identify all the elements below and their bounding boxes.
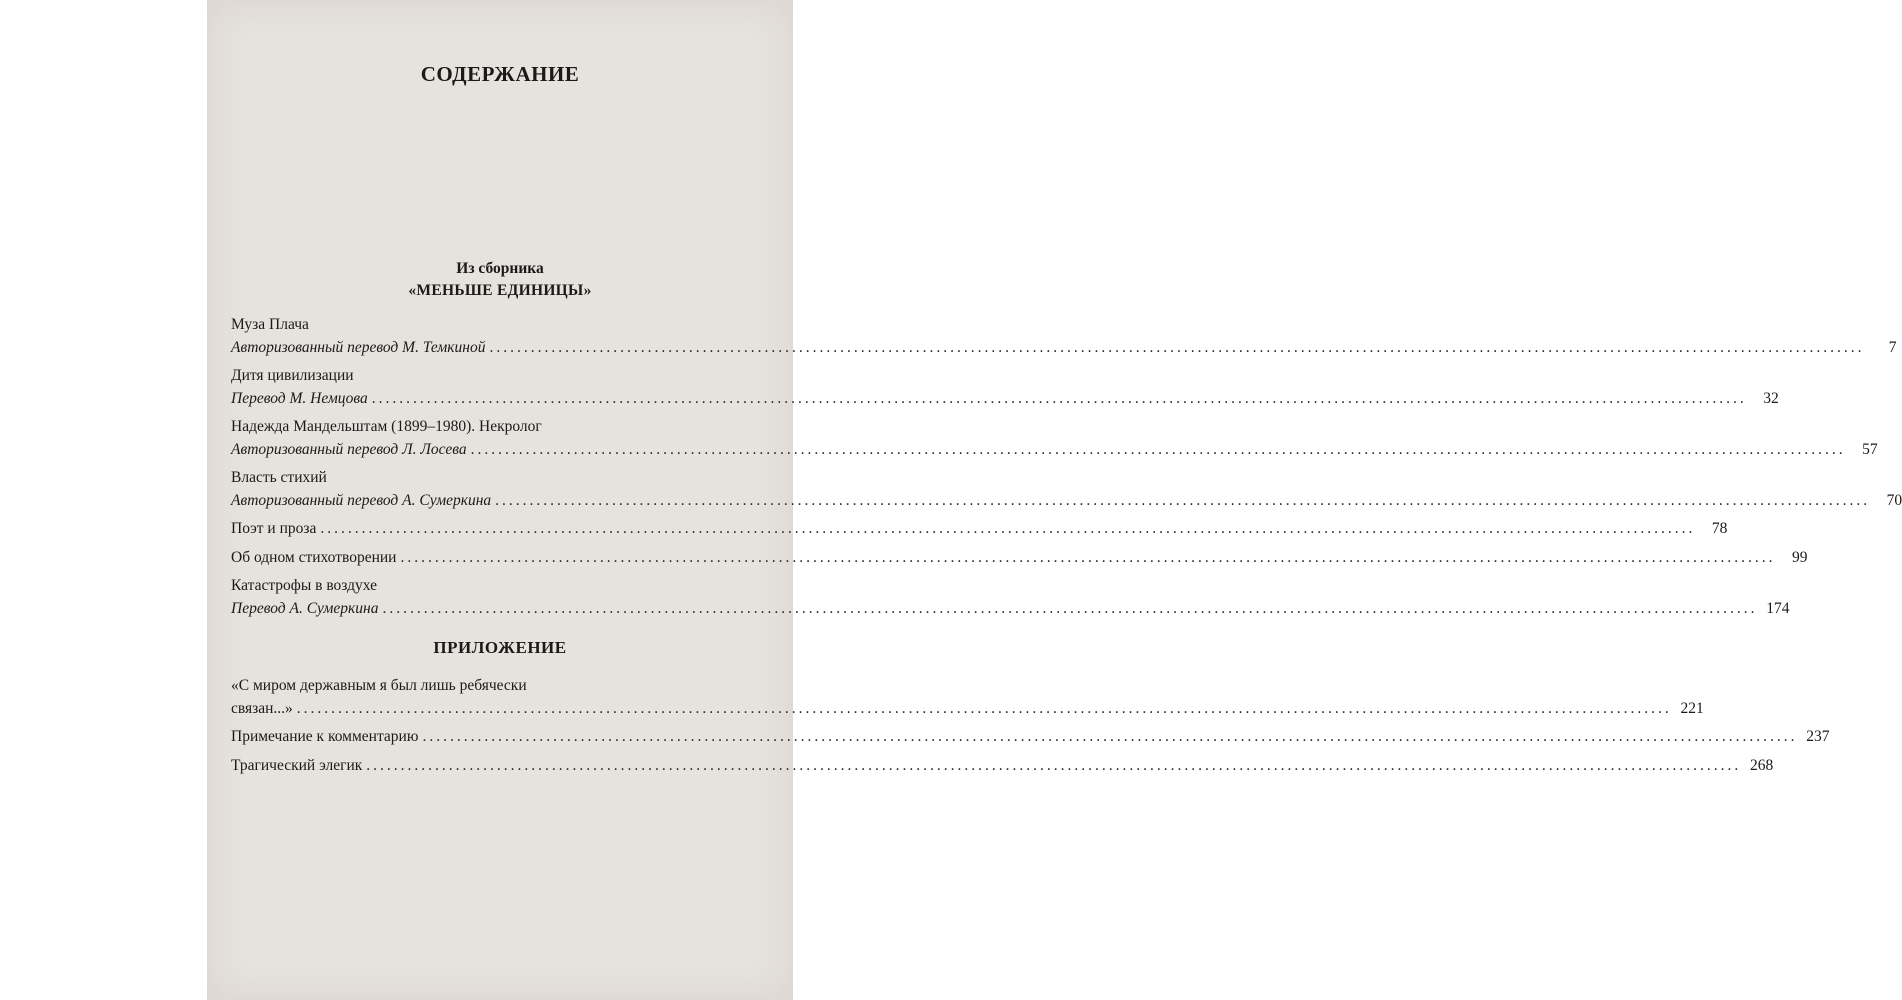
page-number: 174 bbox=[1766, 599, 1790, 617]
page-number: 32 bbox=[1763, 389, 1779, 407]
toc-entry bbox=[231, 755, 1774, 778]
entry-subtitle: Авторизованный перевод Л. Лосева bbox=[231, 440, 467, 458]
section-heading bbox=[207, 258, 793, 302]
leader-dots: ........................................................................................................................................................................................................ bbox=[366, 756, 1742, 774]
leader-dots: ........................................................................................................................................................................................................ bbox=[422, 728, 1798, 745]
leader-dots: ........................................................................................................................................................................................................ bbox=[371, 389, 1747, 407]
section-heading-label: Из сборника bbox=[456, 260, 544, 277]
toc-appendix bbox=[231, 675, 1830, 783]
toc-entry bbox=[231, 314, 1897, 359]
entry-title: Власть стихий bbox=[231, 469, 327, 486]
entry-title: «С миром державным я был лишь ребячески bbox=[231, 677, 527, 694]
book-page bbox=[207, 0, 1902, 1000]
entry-title: Об одном стихотворении bbox=[231, 548, 397, 566]
entry-title: Катастрофы в воздухе bbox=[231, 577, 378, 594]
toc-entry bbox=[231, 575, 1790, 620]
entry-subtitle: Авторизованный перевод М. Темкиной bbox=[231, 338, 486, 356]
entry-title: Дитя цивилизации bbox=[231, 367, 354, 384]
leader-dots: ........................................................................................................................................................................................................ bbox=[296, 699, 1672, 717]
page-number: 237 bbox=[1806, 728, 1830, 745]
toc-section-1 bbox=[231, 314, 1902, 626]
entry-title: Примечание к комментарию bbox=[231, 728, 419, 745]
leader-dots: ........................................................................................................................................................................................................ bbox=[400, 548, 1776, 566]
toc-entry bbox=[231, 518, 1728, 541]
collection-title: «МЕНЬШЕ ЕДИНИЦЫ» bbox=[408, 282, 592, 299]
page-number: 99 bbox=[1791, 548, 1808, 566]
page-number: 57 bbox=[1862, 440, 1878, 458]
toc-entry bbox=[231, 726, 1830, 749]
entry-subtitle: Авторизованный перевод А. Сумеркина bbox=[231, 491, 492, 509]
toc-entry bbox=[231, 547, 1808, 570]
page-number: 78 bbox=[1711, 520, 1728, 537]
entry-title-continued: связан...» bbox=[231, 699, 293, 717]
page-number: 221 bbox=[1680, 699, 1704, 717]
entry-title: Поэт и проза bbox=[231, 520, 317, 537]
appendix-heading: ПРИЛОЖЕНИЕ bbox=[433, 638, 567, 657]
toc-entry bbox=[231, 365, 1779, 410]
leader-dots: ........................................................................................................................................................................................................ bbox=[320, 520, 1696, 537]
leader-dots: ........................................................................................................................................................................................................ bbox=[495, 491, 1871, 509]
toc-entry bbox=[231, 416, 1878, 461]
leader-dots: ........................................................................................................................................................................................................ bbox=[382, 599, 1758, 617]
page-number: 70 bbox=[1886, 491, 1902, 509]
entry-title: Трагический элегик bbox=[231, 756, 363, 774]
page-number: 268 bbox=[1750, 756, 1774, 774]
entry-subtitle: Перевод М. Немцова bbox=[231, 389, 368, 407]
toc-entry bbox=[231, 675, 1704, 720]
entry-title: Муза Плача bbox=[231, 316, 309, 333]
page-number: 7 bbox=[1888, 338, 1897, 356]
toc-entry bbox=[231, 467, 1902, 512]
leader-dots: ........................................................................................................................................................................................................ bbox=[470, 440, 1846, 458]
entry-subtitle: Перевод А. Сумеркина bbox=[231, 599, 379, 617]
leader-dots: ........................................................................................................................................................................................................ bbox=[489, 338, 1865, 356]
page-title: СОДЕРЖАНИЕ bbox=[420, 62, 580, 86]
entry-title: Надежда Мандельштам (1899–1980). Некролог bbox=[231, 418, 542, 435]
